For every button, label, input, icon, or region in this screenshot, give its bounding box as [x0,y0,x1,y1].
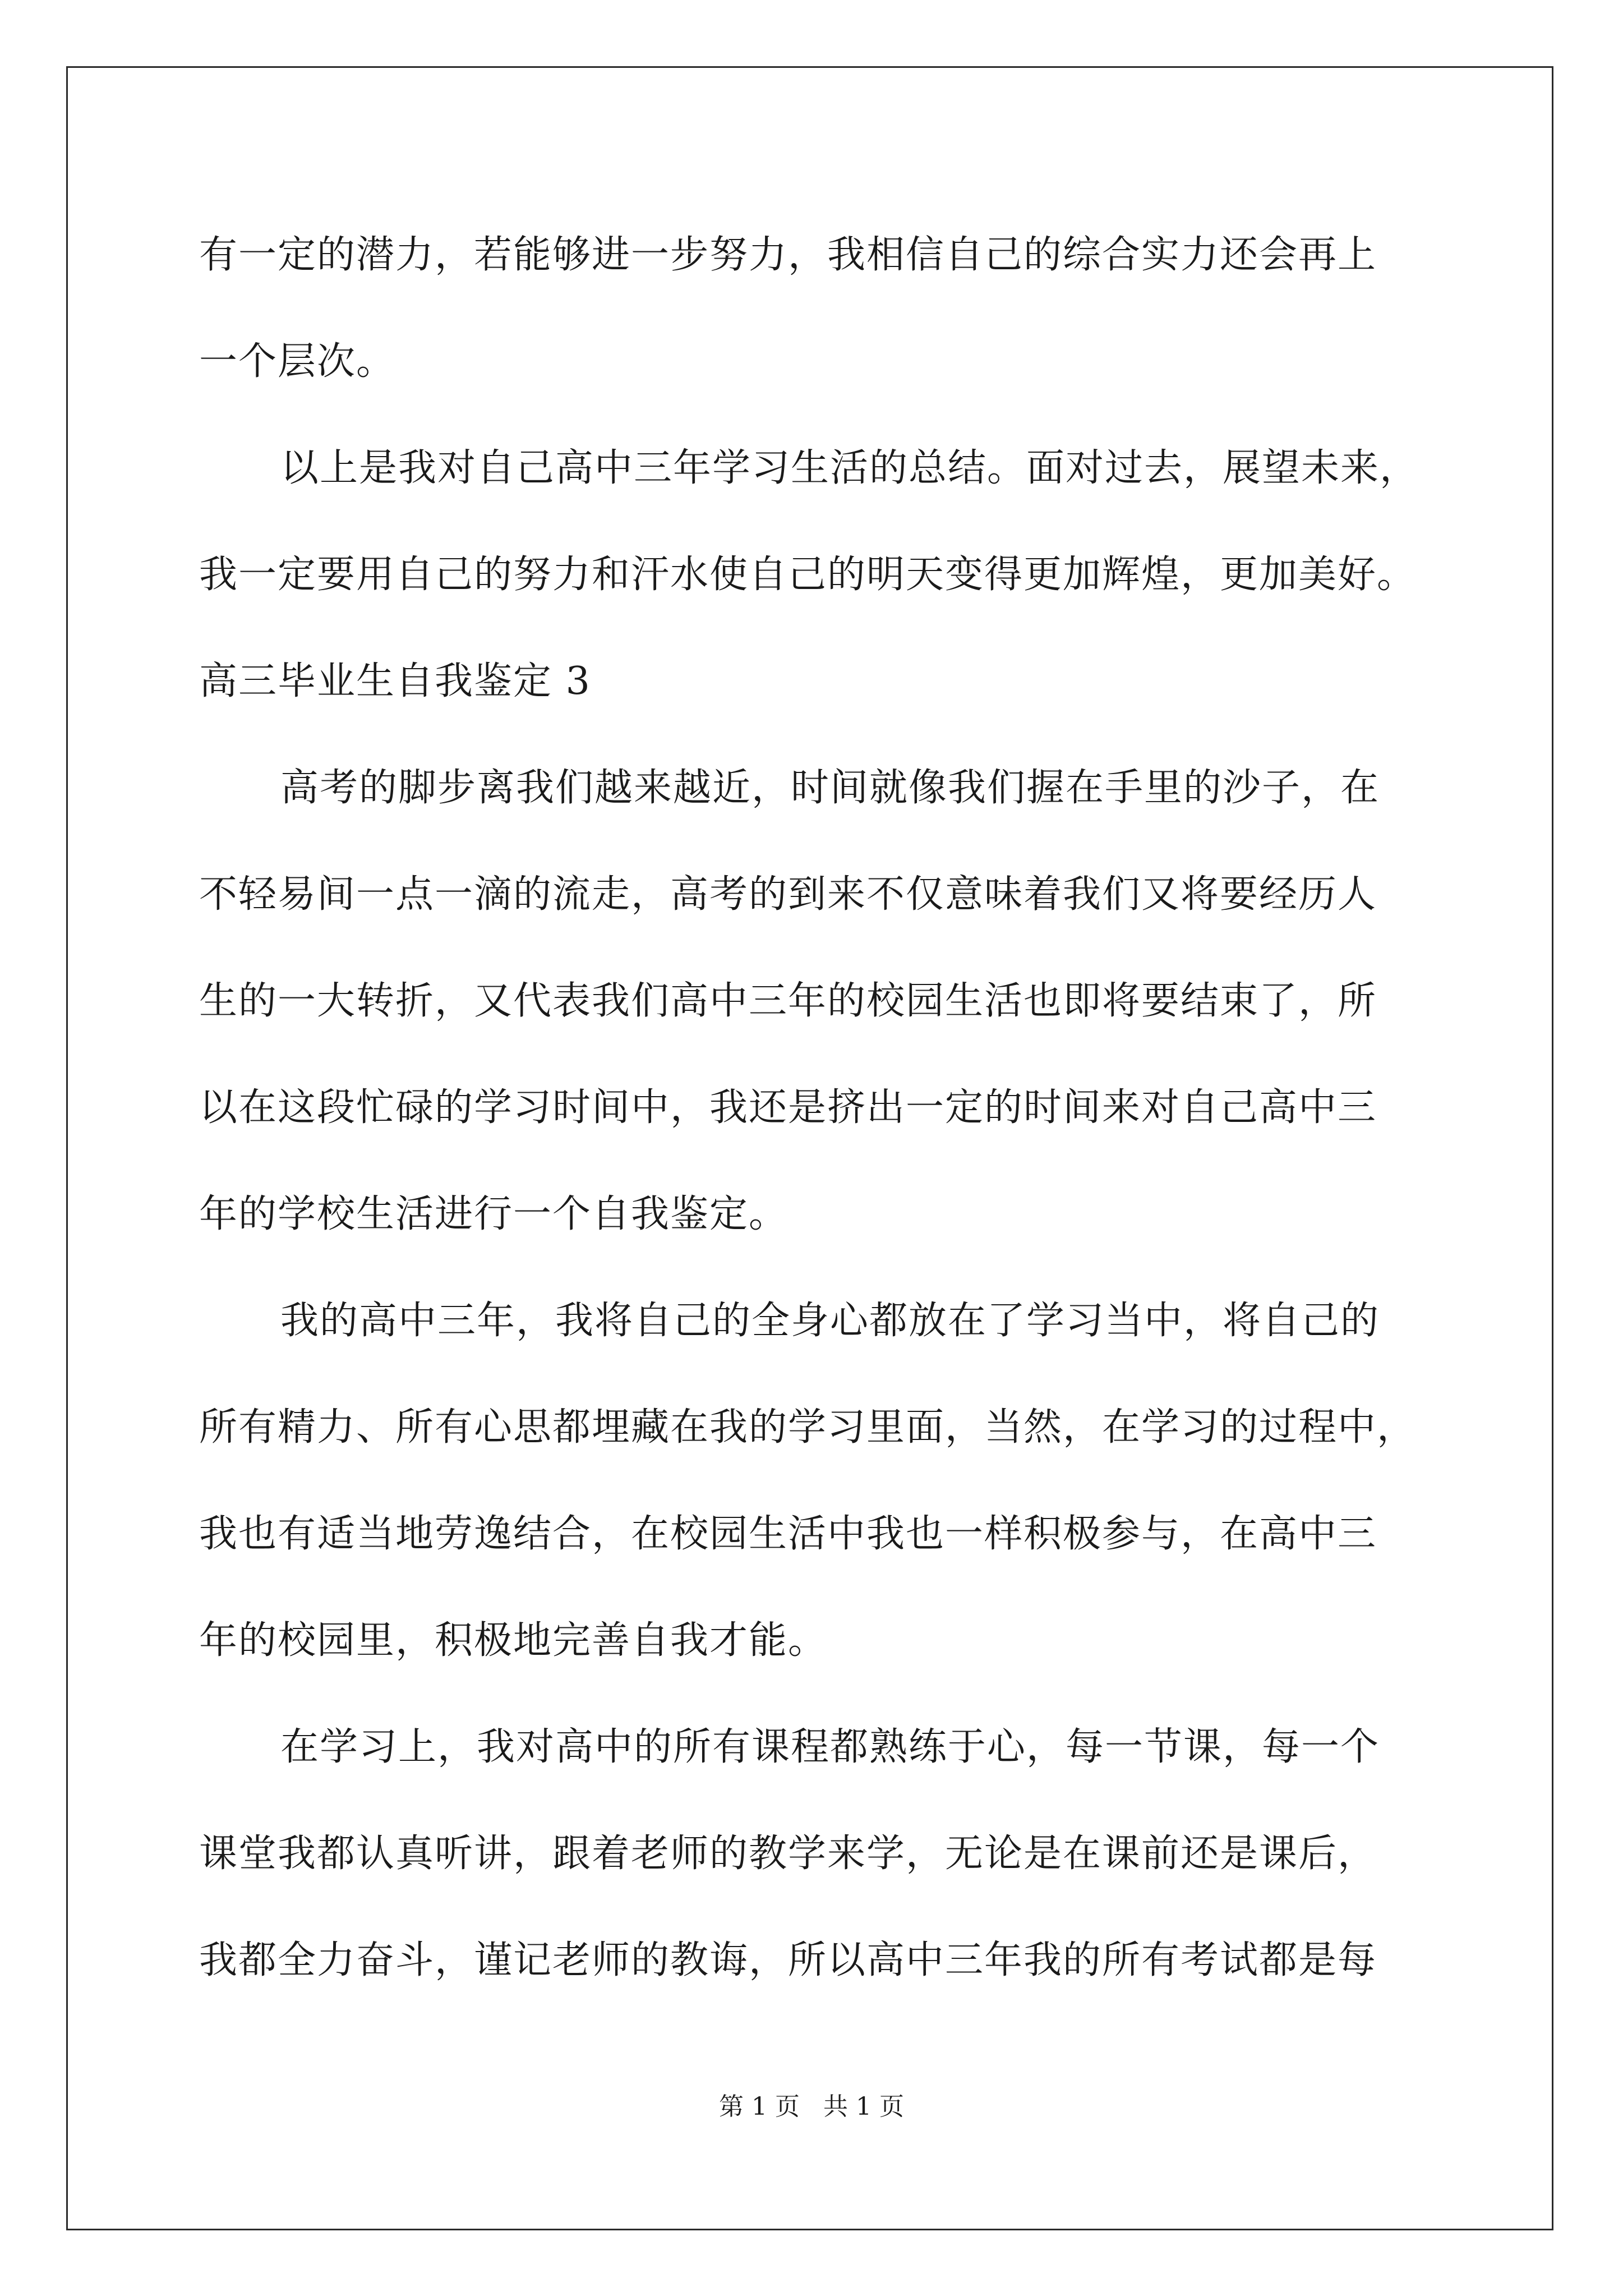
text-line: 在学习上，我对高中的所有课程都熟练于心，每一节课，每一个 [280,1725,1380,1769]
text-line: 年的校园里，积极地完善自我才能。 [199,1618,828,1663]
text-line: 高考的脚步离我们越来越近，时间就像我们握在手里的沙子，在 [280,766,1380,810]
text-line: 一个层次。 [199,339,396,384]
page-number-footer: 第 1 页 共 1 页 [719,2092,904,2121]
text-line: 以上是我对自己高中三年学习生活的总结。面对过去，展望未来， [280,446,1419,490]
text-line: 课堂我都认真听讲，跟着老师的教学来学，无论是在课前还是课后， [199,1832,1377,1876]
text-line: 所有精力、所有心思都埋藏在我的学习里面，当然，在学习的过程中， [199,1405,1417,1450]
text-line: 我都全力奋斗，谨记老师的教诲，所以高中三年我的所有考试都是每 [199,1938,1377,1982]
section-heading: 高三毕业生自我鉴定 3 [199,659,591,703]
text-line: 不轻易间一点一滴的流走，高考的到来不仅意味着我们又将要经历人 [199,872,1377,917]
text-line: 年的学校生活进行一个自我鉴定。 [199,1192,789,1236]
text-line: 有一定的潜力，若能够进一步努力，我相信自己的综合实力还会再上 [199,233,1377,277]
text-line: 我一定要用自己的努力和汗水使自己的明天变得更加辉煌，更加美好。 [199,553,1417,597]
page-border [66,66,1553,2230]
text-line: 以在这段忙碌的学习时间中，我还是挤出一定的时间来对自己高中三 [199,1085,1377,1130]
text-line: 我也有适当地劳逸结合，在校园生活中我也一样积极参与，在高中三 [199,1512,1377,1556]
text-line: 我的高中三年，我将自己的全身心都放在了学习当中，将自己的 [280,1299,1380,1343]
text-line: 生的一大转折，又代表我们高中三年的校园生活也即将要结束了，所 [199,979,1377,1023]
